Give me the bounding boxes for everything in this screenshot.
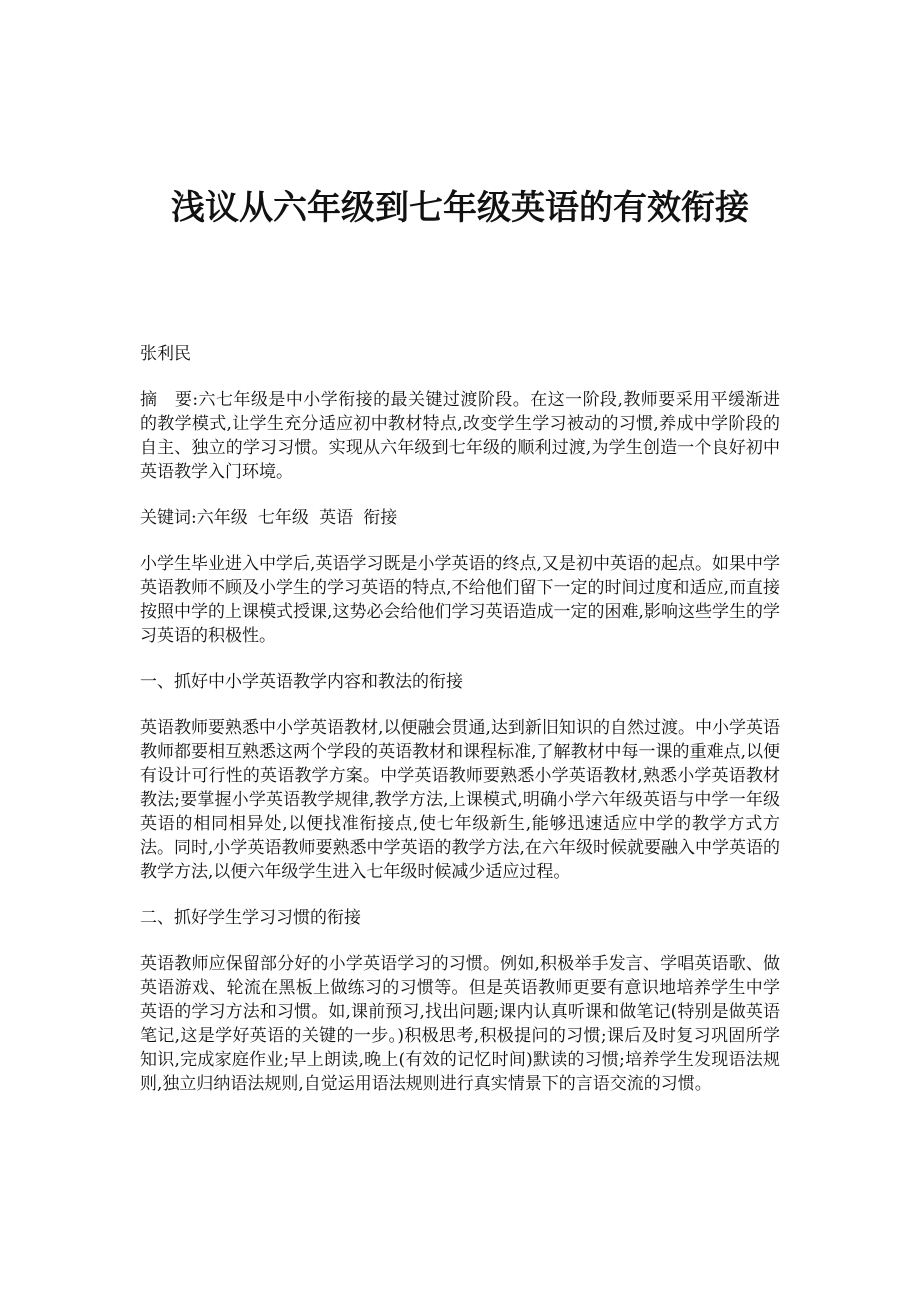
- keyword-item: 七年级: [257, 508, 309, 528]
- document-title: 浅议从六年级到七年级英语的有效衔接: [171, 188, 749, 228]
- intro-paragraph: 小学生毕业进入中学后,英语学习既是小学英语的终点,又是初中英语的起点。如果中学英语教师不顾及小学生的学习英语的特点,不给他们留下一定的时间过度和适应,而直接按照中学的上课模式授课,这势必会给他们学习英语造成一定的困难,影响这些学生的学习英语的积极性。: [140, 554, 780, 646]
- keywords-label: 关键词:六年级: [140, 508, 248, 528]
- document-body: [140, 342, 780, 1118]
- keywords-line: [140, 506, 780, 530]
- keyword-item: 英语: [319, 508, 354, 528]
- section-1-paragraph: 英语教师要熟悉中小学英语教材,以便融会贯通,达到新旧知识的自然过渡。中小学英语教师都要相互熟悉这两个学段的英语教材和课程标准,了解教材中每一课的重难点,以便有设计可行性的英语教学方案。中学英语教师要熟悉小学英语教材,熟悉小学英语教材教法;要掌握小学英语教学规律,教学方法,上课模式,明确小学六年级英语与中学一年级英语的相同相异处,以便找准衔接点,使七年级新生,能够迅速适应中学的教学方式方法。同时,小学英语教师要熟悉中学英语的教学方法,在六年级时候就要融入中学英语的教学方法,以便六年级学生进入七年级时候减少适应过程。: [140, 718, 780, 882]
- section-heading-1: 一、抓好中小学英语教学内容和教法的衔接: [140, 672, 463, 692]
- section-2-paragraph: 英语教师应保留部分好的小学英语学习的习惯。例如,积极举手发言、学唱英语歌、做英语游戏、轮流在黑板上做练习的习惯等。但是英语教师更要有意识地培养学生中学英语的学习方法和习惯。如,课前预习,找出问题;课内认真听课和做笔记(特别是做英语笔记,这是学好英语的关键的一步。)积极思考,积极提问的习惯;课后及时复习巩固所学知识,完成家庭作业;早上朗读,晚上(有效的记忆时间)默读的习惯;培养学生发现语法规则,独立归纳语法规则,自觉运用语法规则进行真实情景下的言语交流的习惯。: [140, 954, 780, 1094]
- keyword-item: 衔接: [363, 508, 398, 528]
- abstract-paragraph: 摘 要:六七年级是中小学衔接的最关键过渡阶段。在这一阶段,教师要采用平缓渐进的教学模式,让学生充分适应初中教材特点,改变学生学习被动的习惯,养成中学阶段的自主、独立的学习习惯。实现从六年级到七年级的顺利过渡,为学生创造一个良好初中英语教学入门环境。: [140, 390, 780, 482]
- author-name: 张利民: [140, 344, 191, 364]
- section-heading-2: 二、抓好学生学习习惯的衔接: [140, 908, 361, 928]
